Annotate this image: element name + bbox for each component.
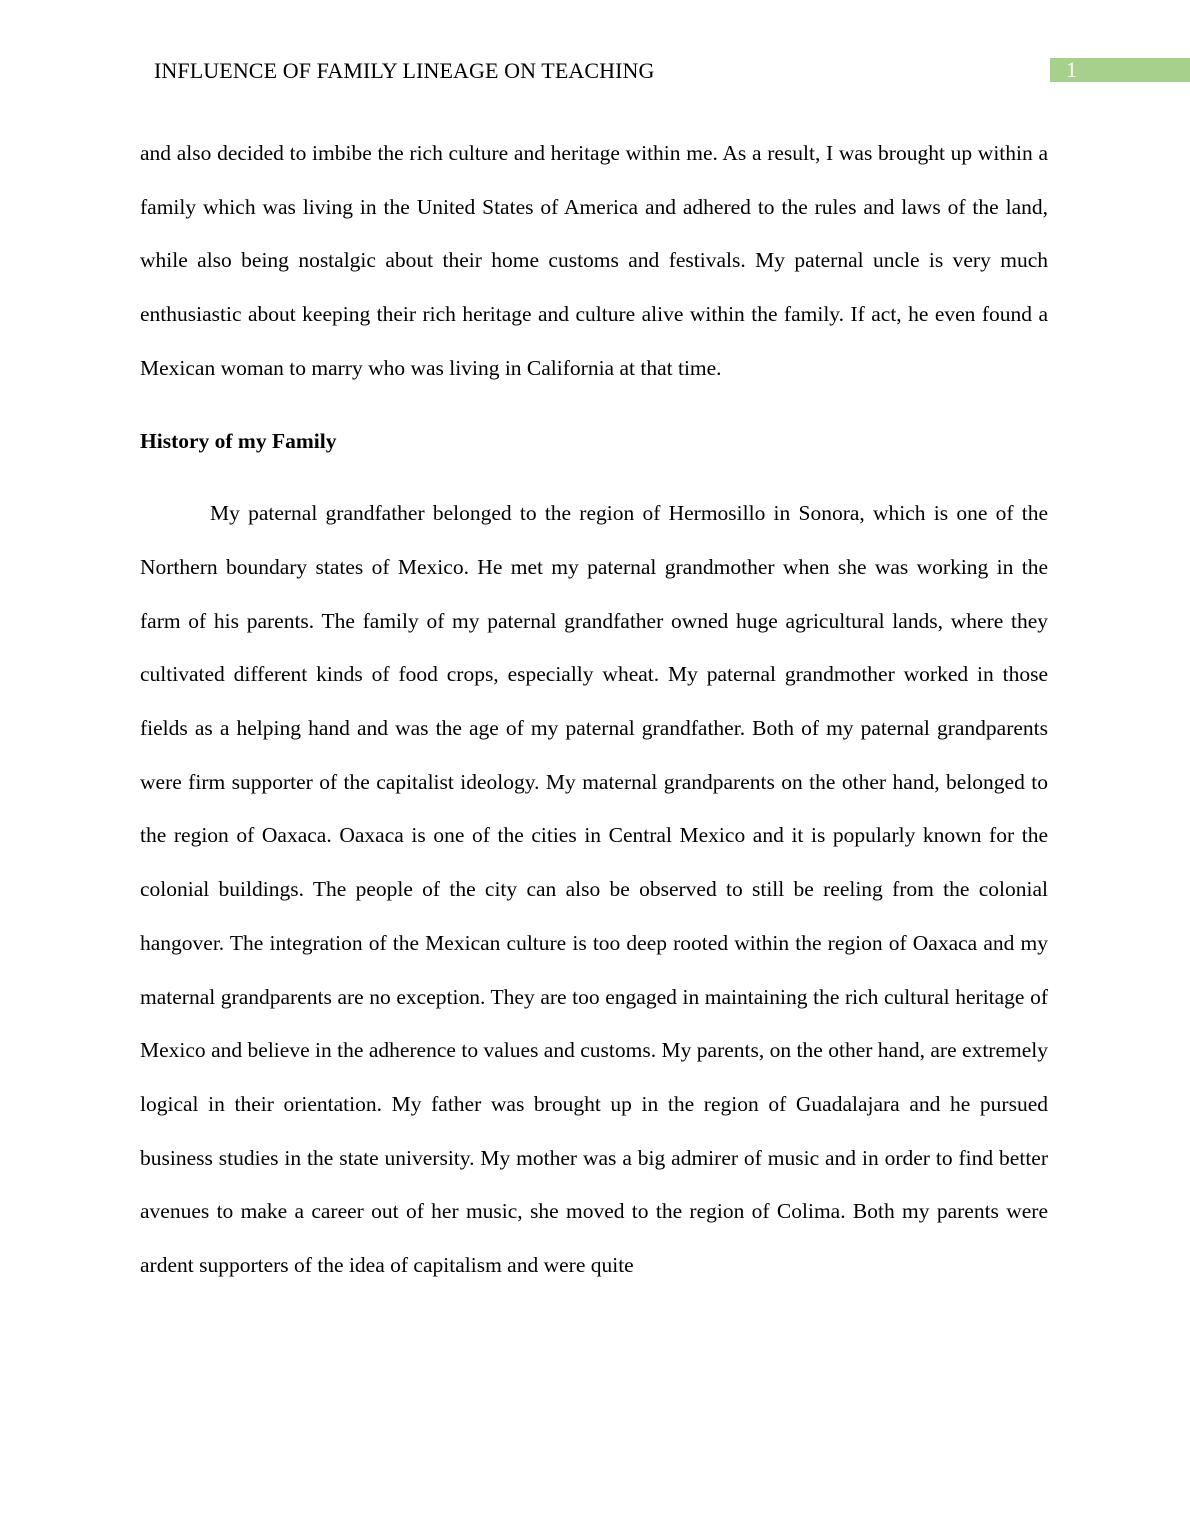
paragraph-family-history: My paternal grandfather belonged to the region of Hermosillo in Sonora, which is one of the Northern boundary states of Mexico. He met my paternal grandmother when she was working in the farm of his parents. The family of my paternal grandfather owned huge agricultural lands, where they cultivated different kinds of food crops, especially wheat. My paternal grandmother worked in those fields as a helping hand and was the age of my paternal grandfather. Both of my paternal grandparents were firm supporter of the capitalist ideology. My maternal grandparents on the other hand, belonged to the region of Oaxaca. Oaxaca is one of the cities in Central Mexico and it is popularly known for the colonial buildings. The people of the city can also be observed to still be reeling from the colonial hangover. The integration of the Mexican culture is too deep rooted within the region of Oaxaca and my maternal grandparents are no exception. They are too engaged in maintaining the rich cultural heritage of Mexico and believe in the adherence to values and customs. My parents, on the other hand, are extremely logical in their orientation. My father was brought up in the region of Guadalajara and he pursued business studies in the state university. My mother was a big admirer of music and in order to find better avenues to make a career out of her music, she moved to the region of Colima. Both my parents were ardent supporters of the idea of capitalism and were quite bbox=[140, 501, 1048, 1278]
page-header bbox=[0, 57, 1190, 85]
page-number: 1 bbox=[1066, 57, 1077, 82]
page-number-box bbox=[1050, 58, 1190, 82]
running-head: INFLUENCE OF FAMILY LINEAGE ON TEACHING bbox=[154, 58, 655, 83]
paragraph-continued: and also decided to imbibe the rich culture and heritage within me. As a result, I was brought up within a family which was living in the United States of America and adhered to the rules and laws of the land, while also being nostalgic about their home customs and festivals. My paternal uncle is very much enthusiastic about keeping their rich heritage and culture alive within the family. If act, he even found a Mexican woman to marry who was living in California at that time. bbox=[140, 141, 1048, 380]
section-heading: History of my Family bbox=[140, 428, 337, 453]
document-body bbox=[140, 127, 1048, 1293]
